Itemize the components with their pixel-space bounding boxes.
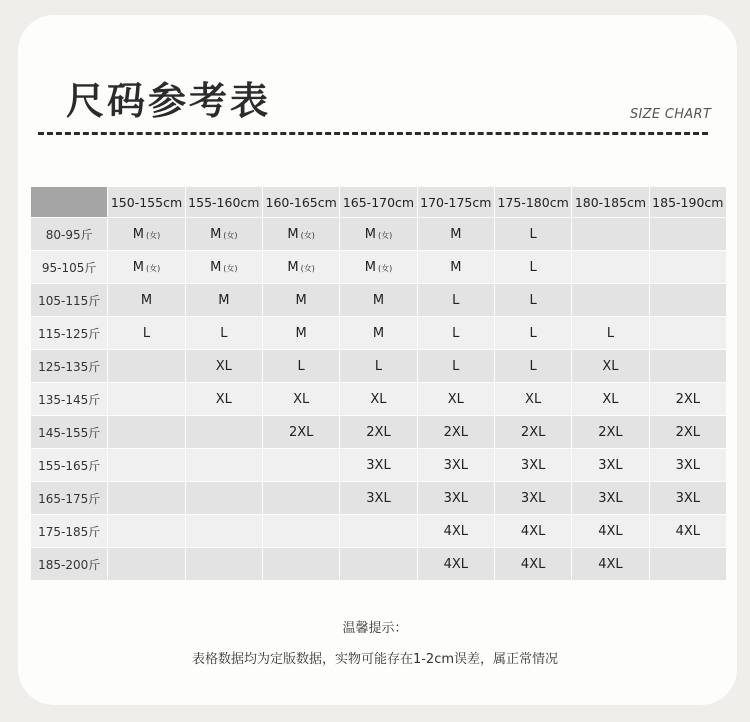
size-value: 4XL	[675, 523, 701, 539]
size-value: L	[529, 292, 537, 308]
size-cell	[263, 317, 339, 349]
size-value: 3XL	[675, 490, 701, 506]
size-table	[30, 186, 727, 581]
size-value: 3XL	[598, 457, 623, 473]
size-value: M	[450, 226, 462, 242]
size-cell	[340, 383, 416, 415]
size-cell	[186, 284, 262, 316]
size-value: M	[210, 259, 222, 275]
size-value: 2XL	[288, 424, 314, 440]
size-cell	[650, 515, 726, 547]
size-cell	[340, 218, 416, 250]
size-value: L	[529, 325, 537, 341]
table-row	[31, 350, 726, 382]
size-cell	[572, 482, 648, 514]
size-cell	[263, 218, 339, 250]
size-note: (女)	[145, 263, 161, 273]
size-value: XL	[602, 358, 619, 374]
size-cell	[186, 218, 262, 250]
size-value: L	[220, 325, 228, 341]
column-header: 160-165cm	[263, 187, 339, 217]
table-row	[31, 482, 726, 514]
table-row	[31, 284, 726, 316]
size-cell	[418, 284, 494, 316]
size-value: XL	[293, 391, 310, 407]
table-row	[31, 515, 726, 547]
size-value: M	[450, 259, 462, 275]
weight-cell: 115-125斤	[31, 317, 107, 349]
size-note: (女)	[223, 263, 238, 273]
size-cell	[340, 449, 416, 481]
size-cell	[418, 218, 494, 250]
column-header: 180-185cm	[572, 187, 648, 217]
size-value: 3XL	[366, 490, 391, 506]
size-cell	[418, 383, 494, 415]
size-cell	[418, 515, 494, 547]
size-cell	[340, 482, 416, 514]
size-cell	[418, 449, 494, 481]
size-cell	[108, 251, 184, 283]
weight-cell: 165-175斤	[31, 482, 107, 514]
size-cell	[495, 317, 571, 349]
size-value: M	[364, 226, 376, 242]
size-cell	[650, 218, 726, 250]
size-cell	[263, 482, 339, 514]
size-cell	[108, 482, 184, 514]
weight-cell: 185-200斤	[31, 548, 107, 580]
table-row	[31, 251, 726, 283]
weight-cell: 80-95斤	[31, 218, 107, 250]
size-value: L	[374, 358, 383, 374]
weight-cell: 155-165斤	[31, 449, 107, 481]
size-cell	[495, 515, 571, 547]
size-cell	[650, 449, 726, 481]
size-cell	[495, 251, 571, 283]
size-cell	[108, 515, 184, 547]
size-cell	[572, 251, 648, 283]
size-cell	[650, 383, 726, 415]
size-cell	[495, 449, 571, 481]
size-value: 2XL	[598, 424, 623, 440]
size-cell	[572, 449, 648, 481]
weight-cell: 95-105斤	[31, 251, 107, 283]
size-cell	[572, 218, 648, 250]
size-value: M	[295, 292, 307, 308]
size-cell	[340, 515, 416, 547]
size-note: (女)	[145, 230, 161, 240]
size-cell	[418, 350, 494, 382]
size-cell	[263, 284, 339, 316]
size-cell	[572, 284, 648, 316]
size-cell	[263, 449, 339, 481]
table-row	[31, 383, 726, 415]
size-cell	[340, 350, 416, 382]
size-value: M	[140, 292, 153, 308]
table-row	[31, 218, 726, 250]
size-cell	[650, 350, 726, 382]
tip-text: 表格数据均为定版数据，实物可能存在1-2cm误差，属正常情况	[191, 652, 559, 667]
size-value: L	[606, 325, 615, 341]
size-cell	[263, 251, 339, 283]
size-cell	[340, 251, 416, 283]
size-value: L	[452, 325, 460, 341]
size-value: L	[452, 358, 460, 374]
size-value: M	[295, 325, 307, 341]
size-cell	[340, 416, 416, 448]
size-value: 2XL	[366, 424, 391, 440]
size-cell	[418, 317, 494, 349]
page-title: 尺码参考表	[66, 79, 272, 123]
size-cell	[495, 482, 571, 514]
size-value: 2XL	[520, 424, 546, 440]
size-value: L	[529, 226, 537, 242]
size-value: XL	[602, 391, 619, 407]
size-value: L	[529, 358, 537, 374]
size-cell	[418, 416, 494, 448]
size-cell	[186, 350, 262, 382]
size-value: 4XL	[598, 556, 623, 572]
table-row	[31, 416, 726, 448]
size-value: XL	[215, 391, 232, 407]
size-cell	[263, 548, 339, 580]
size-cell	[650, 317, 726, 349]
column-header: 150-155cm	[108, 187, 184, 217]
size-cell	[186, 548, 262, 580]
size-value: 4XL	[520, 523, 546, 539]
weight-cell: 175-185斤	[31, 515, 107, 547]
size-value: M	[364, 259, 376, 275]
weight-cell: 105-115斤	[31, 284, 107, 316]
size-cell	[186, 383, 262, 415]
column-header: 175-180cm	[495, 187, 571, 217]
size-value: M	[210, 226, 222, 242]
page-subtitle: SIZE CHART	[630, 107, 712, 122]
size-note: (女)	[300, 230, 315, 240]
size-cell	[495, 350, 571, 382]
size-cell	[263, 515, 339, 547]
size-cell	[495, 284, 571, 316]
column-header: 185-190cm	[650, 187, 726, 217]
size-cell	[650, 548, 726, 580]
size-cell	[572, 317, 648, 349]
size-cell	[340, 548, 416, 580]
size-cell	[650, 416, 726, 448]
size-note: (女)	[377, 263, 393, 273]
size-value: 4XL	[443, 523, 469, 539]
size-cell	[108, 350, 184, 382]
size-cell	[186, 449, 262, 481]
size-cell	[495, 548, 571, 580]
size-cell	[572, 416, 648, 448]
size-cell	[108, 284, 184, 316]
weight-cell: 145-155斤	[31, 416, 107, 448]
size-cell	[495, 416, 571, 448]
size-cell	[650, 482, 726, 514]
size-cell	[186, 482, 262, 514]
size-value: 3XL	[598, 490, 623, 506]
size-value: M	[132, 226, 144, 242]
size-cell	[572, 350, 648, 382]
table-row	[31, 548, 726, 580]
size-value: 3XL	[443, 490, 469, 506]
column-header: 155-160cm	[186, 187, 262, 217]
size-value: M	[287, 226, 299, 242]
size-note: (女)	[300, 263, 315, 273]
size-value: 4XL	[598, 523, 623, 539]
size-cell	[340, 317, 416, 349]
size-value: 3XL	[520, 457, 546, 473]
size-value: L	[142, 325, 151, 341]
size-value: 4XL	[520, 556, 546, 572]
table-body	[31, 218, 726, 580]
size-cell	[186, 251, 262, 283]
size-cell	[186, 317, 262, 349]
size-cell	[340, 284, 416, 316]
size-value: 3XL	[520, 490, 546, 506]
column-header: 170-175cm	[418, 187, 494, 217]
size-cell	[108, 218, 184, 250]
tip-title: 温馨提示：	[342, 621, 408, 636]
table-row	[31, 449, 726, 481]
weight-cell: 125-135斤	[31, 350, 107, 382]
size-cell	[108, 317, 184, 349]
size-value: 2XL	[675, 424, 701, 440]
size-cell	[108, 416, 184, 448]
dashed-divider	[38, 132, 708, 135]
size-cell	[108, 548, 184, 580]
size-cell	[418, 548, 494, 580]
size-value: M	[218, 292, 230, 308]
size-cell	[650, 284, 726, 316]
size-value: M	[287, 259, 299, 275]
size-value: 2XL	[443, 424, 469, 440]
size-value: XL	[525, 391, 542, 407]
size-cell	[263, 350, 339, 382]
size-value: L	[529, 259, 537, 275]
size-value: 3XL	[675, 457, 701, 473]
size-cell	[495, 218, 571, 250]
size-value: 3XL	[443, 457, 469, 473]
size-cell	[186, 515, 262, 547]
table-corner-cell	[31, 187, 107, 217]
size-note: (女)	[223, 230, 238, 240]
size-value: M	[372, 325, 385, 341]
size-cell	[495, 383, 571, 415]
size-cell	[108, 383, 184, 415]
weight-cell: 135-145斤	[31, 383, 107, 415]
size-value: XL	[370, 391, 387, 407]
table-header-row	[31, 187, 726, 217]
size-cell	[650, 251, 726, 283]
size-value: L	[452, 292, 460, 308]
size-cell	[418, 482, 494, 514]
table-row	[31, 317, 726, 349]
size-value: M	[372, 292, 385, 308]
size-cell	[263, 416, 339, 448]
size-cell	[418, 251, 494, 283]
size-value: XL	[447, 391, 464, 407]
size-value: XL	[215, 358, 232, 374]
size-cell	[186, 416, 262, 448]
size-value: M	[132, 259, 144, 275]
size-value: 3XL	[366, 457, 391, 473]
size-value: 4XL	[443, 556, 469, 572]
column-header: 165-170cm	[340, 187, 416, 217]
size-cell	[572, 515, 648, 547]
size-note: (女)	[377, 230, 393, 240]
size-cell	[108, 449, 184, 481]
size-value: L	[297, 358, 305, 374]
size-cell	[263, 383, 339, 415]
size-value: 2XL	[675, 391, 701, 407]
size-cell	[572, 548, 648, 580]
size-cell	[572, 383, 648, 415]
